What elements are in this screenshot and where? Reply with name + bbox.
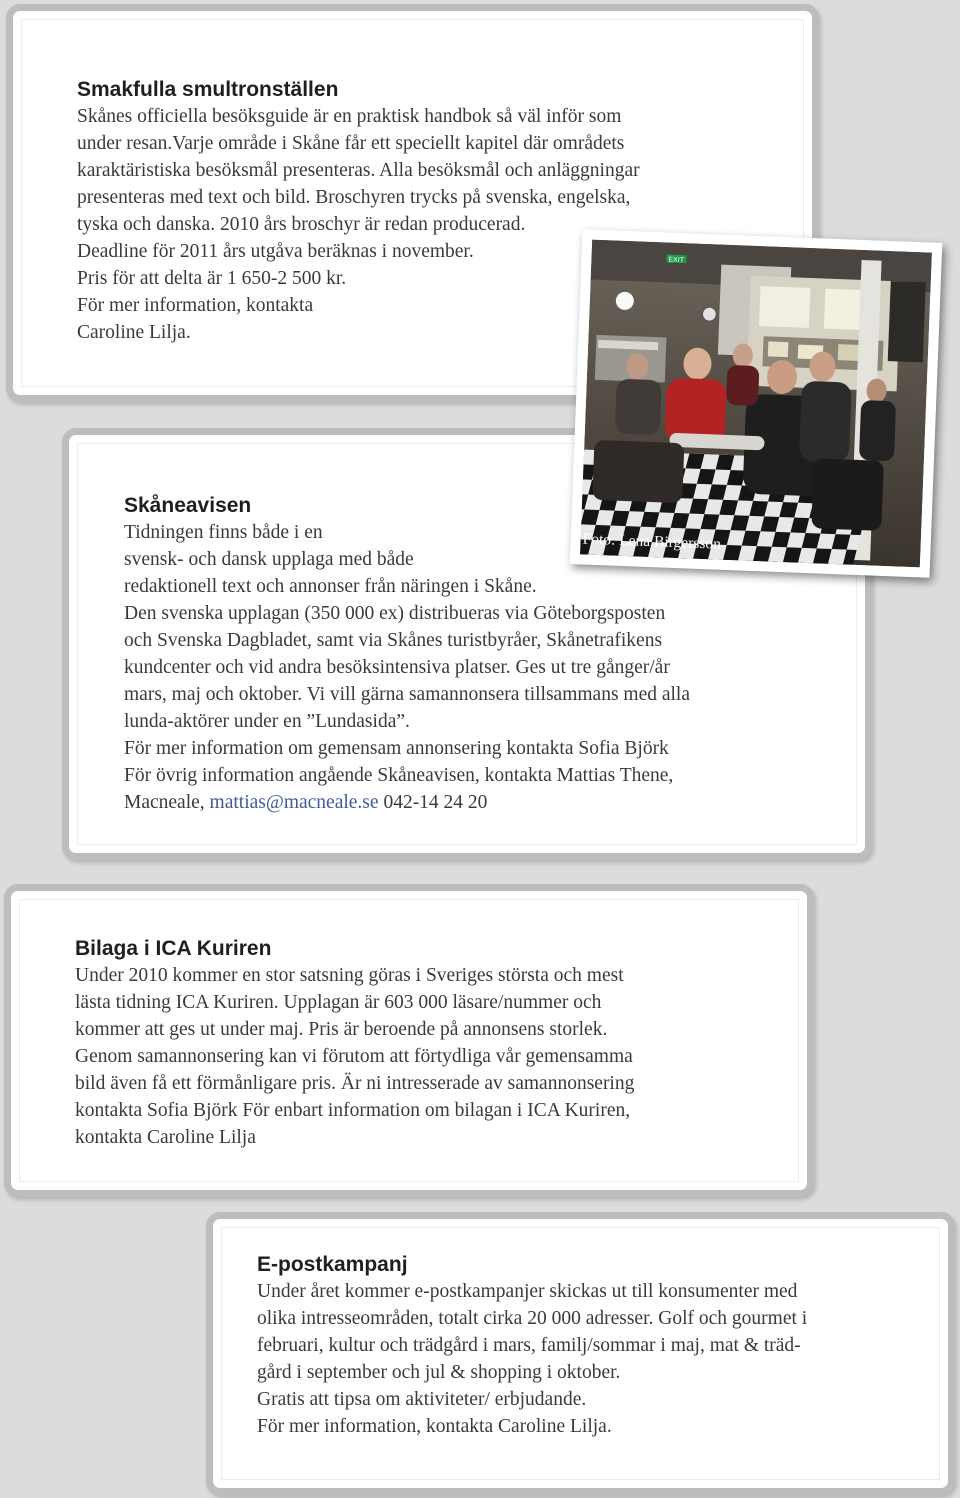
- body-line: olika intresseområden, totalt cirka 20 000 adresser. Golf och gourmet i: [257, 1308, 808, 1329]
- body-line: lunda-aktörer under en ”Lundasida”.: [124, 711, 410, 732]
- exit-sign: EXIT: [668, 256, 685, 265]
- body-line: Pris för att delta är 1 650-2 500 kr.: [77, 268, 347, 289]
- section-card-epostkampanj: [206, 1212, 955, 1495]
- email-link[interactable]: mattias@macneale.se: [209, 792, 379, 813]
- body-line: karaktäristiska besöksmål presenteras. Alla besöksmål och anläggningar: [77, 160, 640, 181]
- body-line: redaktionell text och annonser från näringen i Skåne.: [124, 576, 537, 597]
- section-body: [257, 1278, 807, 1440]
- body-line: Skånes officiella besöksguide är en praktisk handbok så väl inför som: [77, 106, 622, 127]
- contact-prefix: Macneale,: [124, 792, 210, 813]
- body-line: kontakta Caroline Lilja: [75, 1127, 256, 1148]
- body-line: Tidningen finns både i en: [124, 522, 323, 543]
- restaurant-photo: [570, 229, 943, 578]
- body-line: För mer information, kontakta Caroline Lilja.: [257, 1416, 612, 1437]
- section-title: Smakfulla smultronställen: [77, 78, 339, 101]
- body-line: Gratis att tipsa om aktiviteter/ erbjudande.: [257, 1389, 587, 1410]
- body-line: kontakta Sofia Björk För enbart information om bilagan i ICA Kuriren,: [75, 1100, 631, 1121]
- body-line: mars, maj och oktober. Vi vill gärna samannonsera tillsammans med alla: [124, 684, 690, 705]
- body-line: För mer information, kontakta: [77, 295, 314, 316]
- body-line: tyska och danska. 2010 års broschyr är redan producerad.: [77, 214, 526, 235]
- section-title: Bilaga i ICA Kuriren: [75, 937, 272, 960]
- body-line: Deadline för 2011 års utgåva beräknas i november.: [77, 241, 474, 262]
- body-line: under resan.Varje område i Skåne får ett speciellt kapitel där områdets: [77, 133, 625, 154]
- photo-credit: Foto: Lena Birgersson: [582, 530, 722, 553]
- body-line: gård i september och jul & shopping i oktober.: [257, 1362, 621, 1383]
- body-line: februari, kultur och trädgård i mars, familj/sommar i maj, mat & träd-: [257, 1335, 801, 1356]
- body-line: svensk- och dansk upplaga med både: [124, 549, 414, 570]
- section-card-ica-kuriren: [4, 884, 814, 1197]
- section-body: [77, 103, 640, 346]
- body-line: presenteras med text och bild. Broschyren trycks på svenska, engelska,: [77, 187, 631, 208]
- body-line: Caroline Lilja.: [77, 322, 191, 343]
- body-line: lästa tidning ICA Kuriren. Upplagan är 603 000 läsare/nummer och: [75, 992, 602, 1013]
- body-line: Under året kommer e-postkampanjer skickas ut till konsumenter med: [257, 1281, 798, 1302]
- body-line: För mer information om gemensam annonsering kontakta Sofia Björk: [124, 738, 669, 759]
- restaurant-photo-image: [580, 240, 932, 568]
- section-title: Skåneavisen: [124, 494, 252, 517]
- body-line: Den svenska upplagan (350 000 ex) distribueras via Göteborgsposten: [124, 603, 666, 624]
- section-body: [75, 962, 634, 1151]
- body-line: För övrig information angående Skåneavisen, kontakta Mattias Thene,: [124, 765, 674, 786]
- body-line: Genom samannonsering kan vi förutom att förtydliga vår gemensamma: [75, 1046, 633, 1067]
- body-line: och Svenska Dagbladet, samt via Skånes turistbyråer, Skånetrafikens: [124, 630, 663, 651]
- body-line: kommer att ges ut under maj. Pris är beroende på annonsens storlek.: [75, 1019, 608, 1040]
- phone-number: 042-14 24 20: [378, 792, 488, 813]
- body-line: Under 2010 kommer en stor satsning göras i Sveriges största och mest: [75, 965, 624, 986]
- section-title: E-postkampanj: [257, 1253, 408, 1276]
- body-line: bild även få ett förmånligare pris. Är ni intresserade av samannonsering: [75, 1073, 635, 1094]
- body-line: kundcenter och vid andra besöksintensiva platser. Ges ut tre gånger/år: [124, 657, 670, 678]
- body-line-contact: [124, 789, 690, 816]
